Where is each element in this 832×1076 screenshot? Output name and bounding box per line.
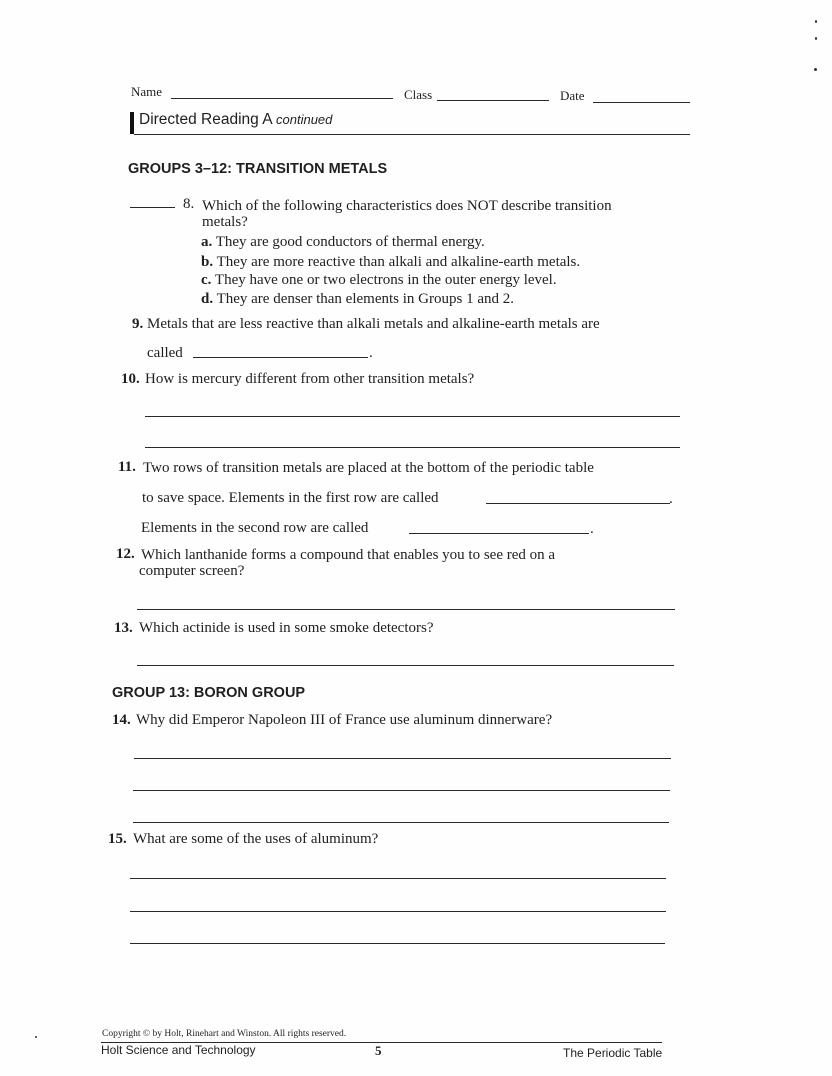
q9-number: 9.	[132, 316, 144, 332]
q8-option-letter: c.	[201, 272, 212, 288]
q8-text-line1: Which of the following characteristics does NOT describe transition	[202, 198, 612, 214]
q15-answer-line[interactable]	[130, 911, 666, 912]
q14-answer-line[interactable]	[133, 790, 670, 791]
q11-end-period: .	[590, 521, 594, 537]
q8-option-d	[201, 290, 514, 308]
q8-option-text: They have one or two electrons in the outer energy level.	[214, 272, 557, 288]
scan-speck	[815, 20, 817, 23]
q8-answer-blank[interactable]	[130, 207, 175, 208]
q12-answer-line[interactable]	[137, 609, 675, 610]
q9-answer-blank[interactable]	[193, 357, 368, 358]
q10-answer-line[interactable]	[145, 416, 680, 417]
section-title-text: Directed Reading A	[139, 111, 272, 128]
q15-answer-line[interactable]	[130, 878, 666, 879]
q11-number: 11.	[118, 459, 136, 475]
date-label: Date	[560, 88, 585, 103]
section-divider	[134, 134, 690, 135]
q14-answer-line[interactable]	[133, 822, 669, 823]
q12-number: 12.	[116, 546, 135, 562]
scan-speck	[815, 37, 817, 40]
q14-number: 14.	[112, 712, 131, 728]
q15-answer-line[interactable]	[130, 943, 665, 944]
q13-number: 13.	[114, 620, 133, 636]
q10-text: How is mercury different from other transition metals?	[145, 371, 475, 387]
q11-first-row-blank[interactable]	[486, 503, 670, 504]
q13-answer-line[interactable]	[137, 665, 674, 666]
q8-option-text: They are more reactive than alkali and alkaline-earth metals.	[216, 254, 581, 270]
q8-option-c	[201, 271, 557, 289]
q11-text-line1: Two rows of transition metals are placed at the bottom of the periodic table	[143, 460, 594, 476]
scan-speck	[814, 68, 817, 71]
chapter-title: The Periodic Table	[563, 1046, 663, 1060]
q8-option-letter: b.	[201, 254, 214, 270]
q10-answer-line[interactable]	[145, 447, 680, 448]
q11-text-line3: Elements in the second row are called	[141, 520, 369, 536]
scan-speck	[35, 1036, 37, 1038]
section-bar-marker	[130, 112, 134, 134]
name-label: Name	[131, 84, 163, 99]
name-field[interactable]	[171, 98, 393, 99]
transition-metals-heading: GROUPS 3–12: TRANSITION METALS	[128, 161, 388, 177]
class-label: Class	[404, 87, 433, 102]
q15-text: What are some of the uses of aluminum?	[133, 831, 379, 847]
section-title	[139, 111, 332, 129]
q14-text: Why did Emperor Napoleon III of France use aluminum dinnerware?	[136, 712, 553, 728]
q15-number: 15.	[108, 831, 127, 847]
publisher-name: Holt Science and Technology	[101, 1043, 256, 1057]
q13-text: Which actinide is used in some smoke detectors?	[139, 620, 434, 636]
copyright-notice: Copyright © by Holt, Rinehart and Winston. All rights reserved.	[102, 1029, 347, 1039]
q8-option-b	[201, 253, 580, 271]
q10-number: 10.	[121, 371, 140, 387]
q9-text-line1: Metals that are less reactive than alkali metals and alkaline-earth metals are	[147, 316, 600, 332]
page-number: 5	[375, 1043, 382, 1058]
q8-option-letter: a.	[201, 234, 213, 250]
q14-answer-line[interactable]	[134, 758, 671, 759]
q9-end-period: .	[369, 345, 373, 361]
q8-text-line2: metals?	[202, 214, 248, 230]
q8-option-a	[201, 233, 485, 251]
section-suffix: continued	[276, 112, 333, 127]
q12-text-line2: computer screen?	[139, 563, 245, 579]
date-field[interactable]	[593, 102, 690, 103]
q8-option-letter: d.	[201, 291, 214, 307]
boron-group-heading: GROUP 13: BORON GROUP	[112, 685, 306, 701]
class-field[interactable]	[437, 100, 549, 101]
q8-number: 8.	[183, 196, 195, 212]
q11-second-row-blank[interactable]	[409, 533, 589, 534]
q8-option-text: They are good conductors of thermal energy.	[215, 234, 485, 250]
q8-option-text: They are denser than elements in Groups 1 and 2.	[216, 291, 514, 307]
q11-end-period: .	[669, 491, 673, 507]
q11-text-line2: to save space. Elements in the first row are called	[142, 490, 439, 506]
q12-text-line1: Which lanthanide forms a compound that enables you to see red on a	[141, 547, 556, 563]
q9-text-line2: called	[147, 345, 183, 361]
